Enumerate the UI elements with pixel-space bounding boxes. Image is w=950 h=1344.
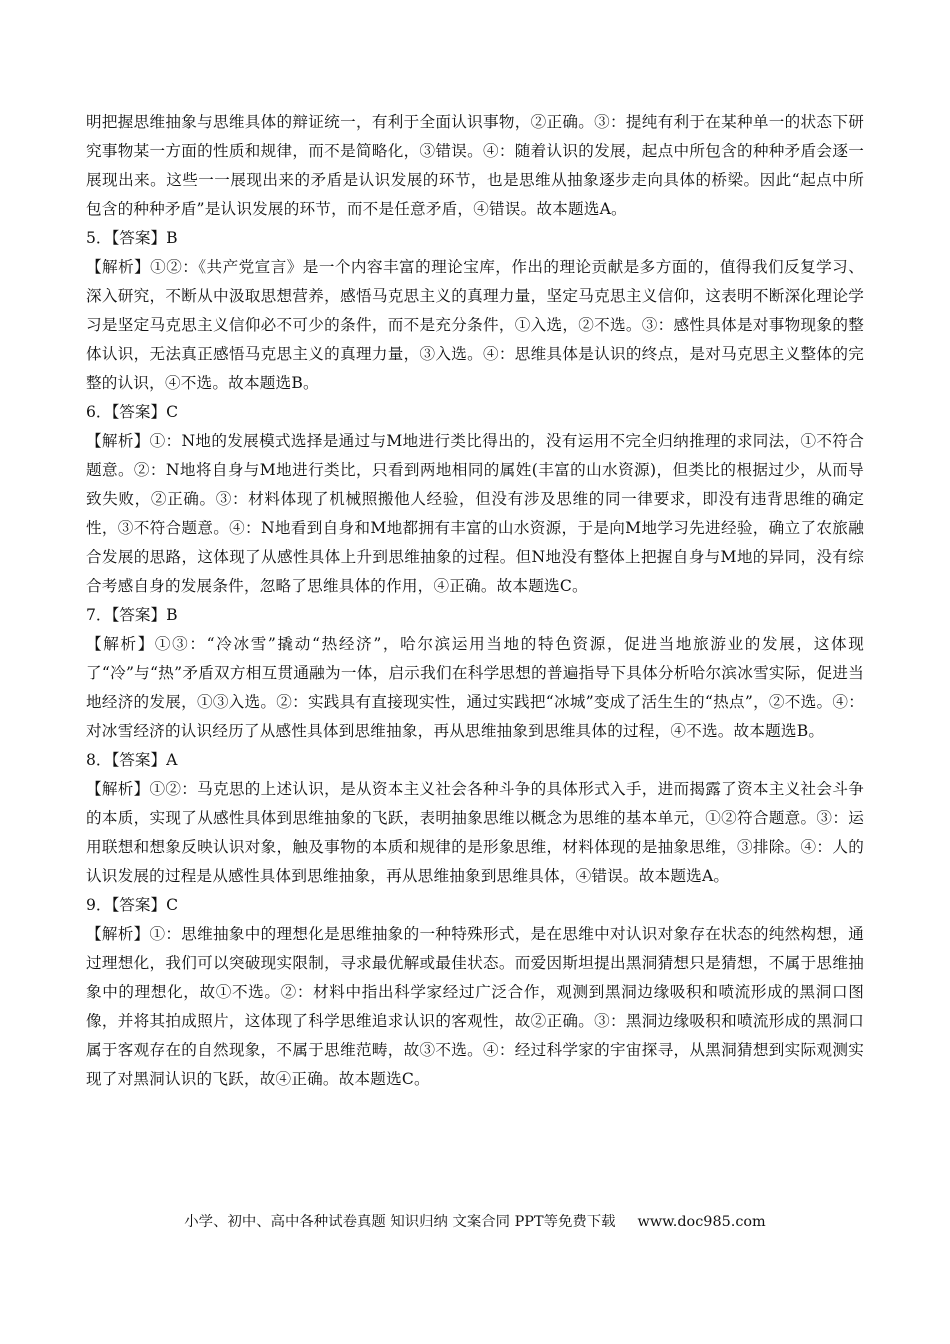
explanation-5: 【解析】①②：《共产党宣言》是一个内容丰富的理论宝库，作出的理论贡献是多方面的，值得我们反复学习、深入研究，不断从中汲取思想营养，感悟马克思主义的真理力量，坚定马克思主义信仰，这表明不断深化理论学习是坚定马克思主义信仰必不可少的条件，而不是充分条件，①入选，②不选。③：感性具体是对事物现象的整体认识，无法真正感悟马克思主义的真理力量，③入选。④：思维具体是认识的终点，是对马克思主义整体的完整的认识，④不选。故本题选B。 (86, 258, 864, 392)
footer-site-link[interactable]: www.doc985.com (637, 1214, 766, 1230)
answer-5: 5．【答案】B (86, 229, 178, 247)
explanation-8: 【解析】①②：马克思的上述认识，是从资本主义社会各种斗争的具体形式入手，进而揭露了资本主义社会斗争的本质，实现了从感性具体到思维抽象的飞跃，表明抽象思维以概念为思维的基本单元，①②符合题意。③：运用联想和想象反映认识对象，触及事物的本质和规律的是形象思维，材料体现的是抽象思维，③排除。④：人的认识发展的过程是从感性具体到思维抽象，再从思维抽象到思维具体，④错误。故本题选A。 (86, 780, 864, 885)
explanation-6: 【解析】①：N地的发展模式选择是通过与M地进行类比得出的，没有运用不完全归纳推理的求同法，①不符合题意。②：N地将自身与M地进行类比，只看到两地相同的属姓(丰富的山水资源)，但类比的根据过少，从而导致失败，②正确。③：材料体现了机械照搬他人经验，但没有涉及思维的同一律要求，即没有违背思维的确定性，③不符合题意。④：N地看到自身和M地都拥有丰富的山水资源，于是向M地学习先进经验，确立了农旅融合发展的思路，这体现了从感性具体上升到思维抽象的过程。但N地没有整体上把握自身与M地的异同，没有综合考感自身的发展条件，忽略了思维具体的作用，④正确。故本题选C。 (86, 432, 864, 595)
document-body (86, 108, 864, 1094)
answer-9: 9．【答案】C (86, 896, 179, 914)
answer-8: 8．【答案】A (86, 751, 178, 769)
answer-6: 6．【答案】C (86, 403, 179, 421)
page-footer (0, 1210, 950, 1234)
explanation-9: 【解析】①：思维抽象中的理想化是思维抽象的一种特殊形式，是在思维中对认识对象存在状态的纯然构想，通过理想化，我们可以突破现实限制，寻求最优解或最佳状态。而爱因斯坦提出黑洞猜想只是猜想，不属于思维抽象中的理想化，故①不选。②：材料中指出科学家经过广泛合作，观测到黑洞边缘吸积和喷流形成的黑洞口图像，并将其拍成照片，这体现了科学思维追求认识的客观性，故②正确。③：黑洞边缘吸积和喷流形成的黑洞口属于客观存在的自然现象，不属于思维范畴，故③不选。④：经过科学家的宇宙探寻，从黑洞猜想到实际观测实现了对黑洞认识的飞跃，故④正确。故本题选C。 (86, 925, 864, 1088)
answer-7: 7．【答案】B (86, 606, 178, 624)
footer-text: 小学、初中、高中各种试卷真题 知识归纳 文案合同 PPT等免费下载 (184, 1214, 616, 1230)
explanation-7: 【解析】①③：“冷冰雪”撬动“热经济”，哈尔滨运用当地的特色资源，促进当地旅游业的发展，这体现了“冷”与“热”矛盾双方相互贯通融为一体，启示我们在科学思想的普遍指导下具体分析哈尔滨冰雪实际，促进当地经济的发展，①③入选。②：实践具有直接现实性，通过实践把“冰城”变成了活生生的“热点”，②不选。④：对冰雪经济的认识经历了从感性具体到思维抽象，再从思维抽象到思维具体的过程，④不选。故本题选B。 (86, 635, 864, 740)
explanation-4-continued: 明把握思维抽象与思维具体的辩证统一，有利于全面认识事物，②正确。③：提纯有利于在某种单一的状态下研究事物某一方面的性质和规律，而不是简略化，③错误。④：随着认识的发展，起点中所包含的种种矛盾会逐一展现出来。这些一一展现出来的矛盾是认识发展的环节，也是思维从抽象逐步走向具体的桥梁。因此“起点中所包含的种种矛盾”是认识发展的环节，而不是任意矛盾，④错误。故本题选A。 (86, 113, 864, 218)
